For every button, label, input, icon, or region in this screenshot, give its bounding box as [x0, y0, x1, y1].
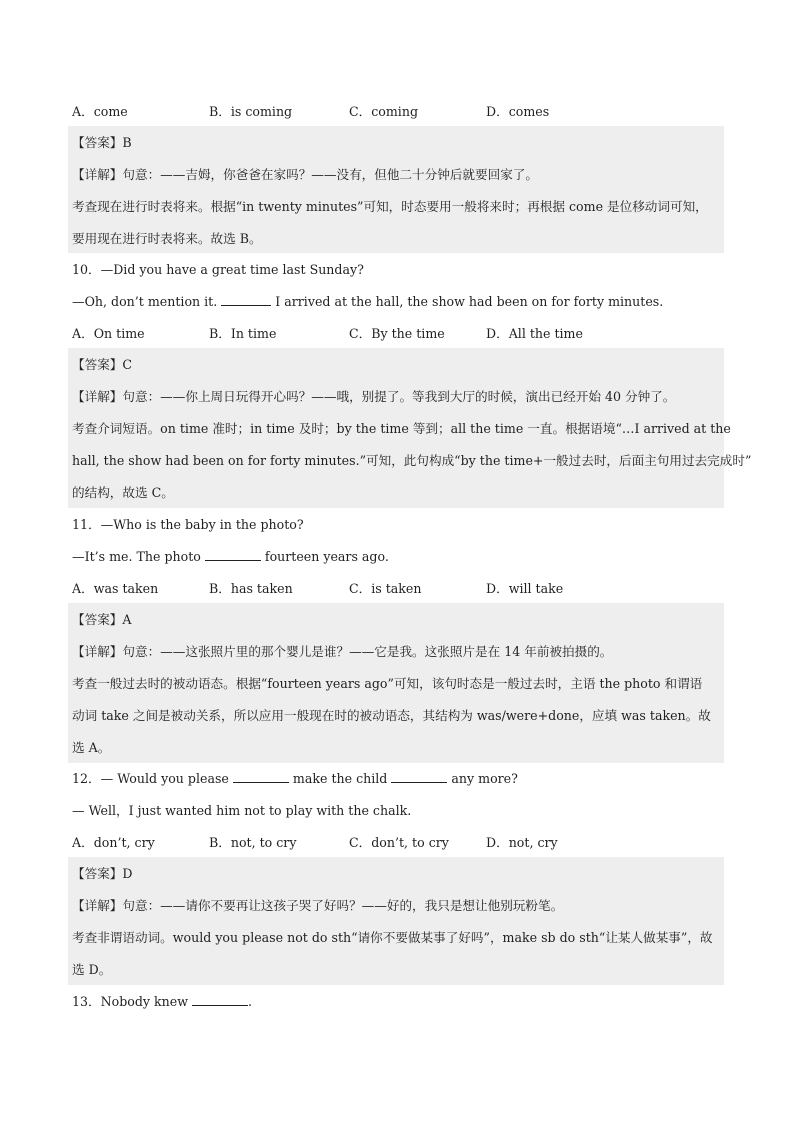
q11-question: 11．—Who is the baby in the photo? — [72, 517, 304, 532]
q12-detail-line: 选 D。 — [72, 962, 112, 977]
q9-option-d: D．comes — [486, 104, 550, 119]
q10-question: 10．—Did you have a great time last Sunday? — [72, 262, 364, 277]
q9-detail-line: 考查现在进行时表将来。根据“in twenty minutes”可知，时态要用一般将来时；再根据 come 是位移动词可知， — [72, 199, 708, 214]
q12-text-a: 12．— Would you please — [72, 771, 229, 786]
q11-option-d: D．will take — [486, 581, 564, 596]
q9-answer: 【答案】B — [72, 135, 132, 150]
q12-text-b: make the child — [292, 771, 388, 786]
q12-option-c: C．don’t, to cry — [349, 835, 449, 850]
q9-option-a: A．come — [72, 104, 128, 119]
q11-answer: 【答案】A — [72, 612, 132, 627]
q9-detail-line: 【详解】句意：——吉姆，你爸爸在家吗？——没有，但他二十分钟后就要回家了。 — [72, 167, 538, 182]
q12-detail-line: 考查非谓语动词。would you please not do sth“请你不要做某事了好吗”，make sb do sth“让某人做某事”，故 — [72, 930, 713, 945]
q12-blank — [233, 771, 289, 783]
q9-option-c: C．coming — [349, 104, 419, 119]
q11-option-b: B．has taken — [209, 581, 293, 596]
q12-answer: 【答案】D — [72, 866, 133, 881]
q12-option-a: A．don’t, cry — [72, 835, 155, 850]
q10-text-b: I arrived at the hall, the show had been on for forty minutes. — [275, 294, 664, 309]
q11-blank — [205, 549, 261, 561]
q10-detail-line: hall, the show had been on for forty minutes.”可知，此句构成“by the time+一般过去时，后面主句用过去完成时” — [72, 453, 752, 468]
q12-text-c: any more? — [451, 771, 518, 786]
q10-detail-line: 【详解】句意：——你上周日玩得开心吗？——哦，别提了。等我到大厅的时候，演出已经开始 40 分钟了。 — [72, 389, 676, 404]
q13-text-b: . — [248, 994, 253, 1009]
q12-dialogue: — Well，I just wanted him not to play with the chalk. — [72, 803, 412, 818]
q10-blank — [221, 294, 271, 306]
q12-blank — [391, 771, 447, 783]
q11-dialogue — [72, 549, 389, 565]
q10-option-a: A．On time — [72, 326, 145, 341]
q11-text-b: fourteen years ago. — [264, 549, 389, 564]
q12-answer-block — [68, 857, 724, 985]
q10-option-b: B．In time — [209, 326, 277, 341]
q12-option-d: D．not, cry — [486, 835, 558, 850]
q9-option-b: B．is coming — [209, 104, 293, 119]
q13-question — [72, 994, 252, 1010]
q12-question — [72, 771, 518, 787]
q10-dialogue — [72, 294, 663, 310]
q10-answer: 【答案】C — [72, 357, 133, 372]
q13-blank — [192, 994, 248, 1006]
q10-option-c: C．By the time — [349, 326, 445, 341]
q11-detail-line: 动词 take 之间是被动关系，所以应用一般现在时的被动语态，其结构为 was/were+done，应填 was taken。故 — [72, 708, 711, 723]
q10-detail-line: 的结构，故选 C。 — [72, 485, 174, 500]
q13-text-a: 13．Nobody knew — [72, 994, 189, 1009]
q11-detail-line: 考查一般过去时的被动语态。根据“fourteen years ago”可知，该句时态是一般过去时，主语 the photo 和谓语 — [72, 676, 703, 691]
q12-option-b: B．not, to cry — [209, 835, 297, 850]
q10-text-a: —Oh, don’t mention it. — [72, 294, 218, 309]
q9-detail-line: 要用现在进行时表将来。故选 B。 — [72, 231, 262, 246]
q12-detail-line: 【详解】句意：——请你不要再让这孩子哭了好吗？——好的，我只是想让他别玩粉笔。 — [72, 898, 564, 913]
q10-detail-line: 考查介词短语。on time 准时；in time 及时；by the time 等到；all the time 一直。根据语境“…I arrived at the — [72, 421, 731, 436]
q11-option-a: A．was taken — [72, 581, 159, 596]
q11-text-a: —It’s me. The photo — [72, 549, 201, 564]
q11-detail-line: 选 A。 — [72, 740, 111, 755]
q10-option-d: D．All the time — [486, 326, 583, 341]
q11-option-c: C．is taken — [349, 581, 422, 596]
q11-detail-line: 【详解】句意：——这张照片里的那个婴儿是谁？——它是我。这张照片是在 14 年前被拍摄的。 — [72, 644, 613, 659]
